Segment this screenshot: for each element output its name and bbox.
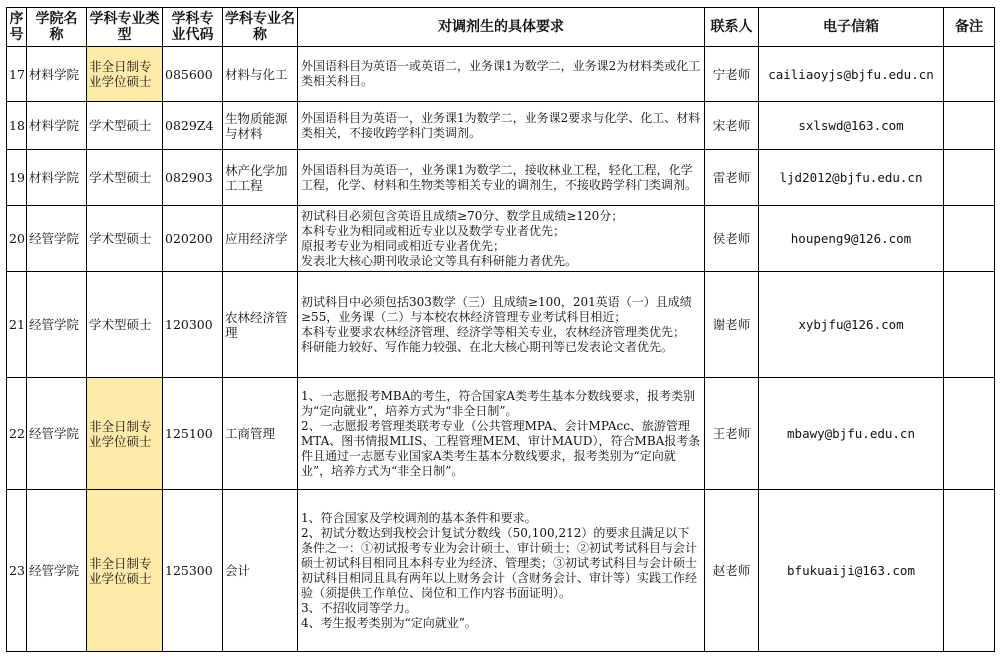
- contact-cell: 谢老师: [705, 272, 759, 378]
- major-code-cell: 0829Z4: [163, 102, 223, 150]
- note-cell: [944, 272, 995, 378]
- degree-type-cell: 学术型硕士: [87, 206, 163, 272]
- contact-cell: 王老师: [705, 378, 759, 490]
- table-wrapper: [6, 7, 995, 652]
- table-row: [7, 102, 995, 150]
- requirements-cell: [298, 150, 705, 206]
- requirement-line: 原报考专业为相同或相近专业者优先；: [301, 238, 506, 253]
- requirement-line: 外国语科目为英语一，业务课1为数学二，接收林业工程，轻化工程，化学工程，化学、材料和生物类等相关专业的调剂生，不接收跨学科门类调剂。: [301, 162, 698, 192]
- college-cell: 经管学院: [27, 272, 87, 378]
- major-code-cell: 085600: [163, 47, 223, 102]
- major-code-cell: 020200: [163, 206, 223, 272]
- requirements-cell: [298, 47, 705, 102]
- major-name-cell: 工商管理: [223, 378, 298, 490]
- requirement-line: 2、初试分数达到我校会计复试分数线（50,100,212）的要求且满足以下条件之一：①初试报考专业为会计硕士、审计硕士；②初试考试科目与会计硕士初试科目相同且本科专业为经济、管理类；③初试考试科目与会计硕士初试科目相同且具有两年以上财务会计（含财务会计、审计等）实践工作经验（须提供工作单位、岗位和工作内容书面证明）。: [301, 525, 698, 600]
- email-cell[interactable]: ljd2012@bjfu.edu.cn: [759, 150, 944, 206]
- row-number: 21: [7, 272, 27, 378]
- header-college: 学院名称: [27, 8, 87, 47]
- requirement-line: 外国语科目为英语一，业务课1为数学二，业务课2要求与化学、化工、材料类相关，不接收跨学科门类调剂。: [301, 110, 701, 140]
- header-note: 备注: [944, 8, 995, 47]
- table-body: [7, 47, 995, 652]
- email-cell[interactable]: mbawy@bjfu.edu.cn: [759, 378, 944, 490]
- requirement-line: 本科专业要求农林经济管理、经济学等相关专业，农林经济管理类优先；: [301, 324, 686, 339]
- row-number: 18: [7, 102, 27, 150]
- requirement-line: 1、一志愿报考MBA的考生，符合国家A类考生基本分数线要求，报考类别为“定向就业”，培养方式为“非全日制”。: [301, 388, 696, 418]
- requirements-cell: [298, 272, 705, 378]
- header-major: 学科专业名称: [223, 8, 298, 47]
- requirement-line: 4、考生报考类别为“定向就业”。: [301, 615, 477, 630]
- table-row: [7, 47, 995, 102]
- college-cell: 材料学院: [27, 102, 87, 150]
- major-code-cell: 125300: [163, 490, 223, 652]
- table-row: [7, 206, 995, 272]
- degree-type-cell: 非全日制专业学位硕士: [87, 378, 163, 490]
- major-code-cell: 082903: [163, 150, 223, 206]
- requirement-line: 2、一志愿报考管理类联考专业（公共管理MPA、会计MPAcc、旅游管理MTA、图书情报MLIS、工程管理MEM、审计MAUD），符合MBA报考条件且通过一志愿专业国家A类考生基本分数线要求，报考类别为“定向就业”，培养方式为“非全日制”。: [301, 418, 701, 478]
- major-name-cell: 林产化学加工工程: [223, 150, 298, 206]
- major-name-cell: 材料与化工: [223, 47, 298, 102]
- note-cell: [944, 378, 995, 490]
- row-number: 22: [7, 378, 27, 490]
- college-cell: 经管学院: [27, 378, 87, 490]
- row-number: 20: [7, 206, 27, 272]
- contact-cell: 赵老师: [705, 490, 759, 652]
- requirement-line: 科研能力较好、写作能力较强、在北大核心期刊等已发表论文者优先。: [301, 339, 674, 354]
- contact-cell: 宋老师: [705, 102, 759, 150]
- major-code-cell: 120300: [163, 272, 223, 378]
- email-cell[interactable]: houpeng9@126.com: [759, 206, 944, 272]
- email-cell[interactable]: cailiaoyjs@bjfu.edu.cn: [759, 47, 944, 102]
- requirement-line: 外国语科目为英语一或英语二，业务课1为数学二，业务课2为材料类或化工类相关科目。: [301, 59, 701, 88]
- college-cell: 材料学院: [27, 150, 87, 206]
- note-cell: [944, 47, 995, 102]
- header-no: 序号: [7, 8, 27, 47]
- header-code: 学科专业代码: [163, 8, 223, 47]
- degree-type-cell: 学术型硕士: [87, 150, 163, 206]
- header-row: [7, 8, 995, 47]
- header-requirements: 对调剂生的具体要求: [298, 8, 705, 47]
- contact-cell: 宁老师: [705, 47, 759, 102]
- degree-type-cell: 学术型硕士: [87, 272, 163, 378]
- contact-cell: 雷老师: [705, 150, 759, 206]
- email-cell[interactable]: xybjfu@126.com: [759, 272, 944, 378]
- requirements-cell: [298, 102, 705, 150]
- requirement-line: 初试科目中必须包括303数学（三）且成绩≥100，201英语（一）且成绩≥55，业务课（二）与本校农林经济管理专业考试科目相近；: [301, 294, 692, 324]
- degree-type-cell: 非全日制专业学位硕士: [87, 490, 163, 652]
- note-cell: [944, 150, 995, 206]
- major-name-cell: 会计: [223, 490, 298, 652]
- requirements-cell: [298, 490, 705, 652]
- row-number: 19: [7, 150, 27, 206]
- email-cell[interactable]: bfukuaiji@163.com: [759, 490, 944, 652]
- requirements-cell: [298, 378, 705, 490]
- header-type: 学科专业类型: [87, 8, 163, 47]
- degree-type-cell: 学术型硕士: [87, 102, 163, 150]
- college-cell: 经管学院: [27, 490, 87, 652]
- note-cell: [944, 490, 995, 652]
- table-row: [7, 378, 995, 490]
- major-code-cell: 125100: [163, 378, 223, 490]
- note-cell: [944, 102, 995, 150]
- requirement-line: 3、不招收同等学力。: [301, 600, 417, 615]
- requirements-cell: [298, 206, 705, 272]
- requirement-line: 发表北大核心期刊收录论文等具有科研能力者优先。: [301, 253, 578, 268]
- note-cell: [944, 206, 995, 272]
- requirement-line: 1、符合国家及学校调剂的基本条件和要求。: [301, 510, 537, 525]
- email-cell[interactable]: sxlswd@163.com: [759, 102, 944, 150]
- adjustment-table: [6, 7, 995, 652]
- college-cell: 经管学院: [27, 206, 87, 272]
- header-email: 电子信箱: [759, 8, 944, 47]
- major-name-cell: 生物质能源与材料: [223, 102, 298, 150]
- table-row: [7, 490, 995, 652]
- header-contact: 联系人: [705, 8, 759, 47]
- major-name-cell: 农林经济管理: [223, 272, 298, 378]
- requirement-line: 本科专业为相同或相近专业以及数学专业者优先；: [301, 223, 566, 238]
- contact-cell: 侯老师: [705, 206, 759, 272]
- major-name-cell: 应用经济学: [223, 206, 298, 272]
- degree-type-cell: 非全日制专业学位硕士: [87, 47, 163, 102]
- college-cell: 材料学院: [27, 47, 87, 102]
- row-number: 23: [7, 490, 27, 652]
- table-row: [7, 272, 995, 378]
- requirement-line: 初试科目必须包含英语且成绩≥70分、数学且成绩≥120分；: [301, 208, 624, 223]
- row-number: 17: [7, 47, 27, 102]
- table-row: [7, 150, 995, 206]
